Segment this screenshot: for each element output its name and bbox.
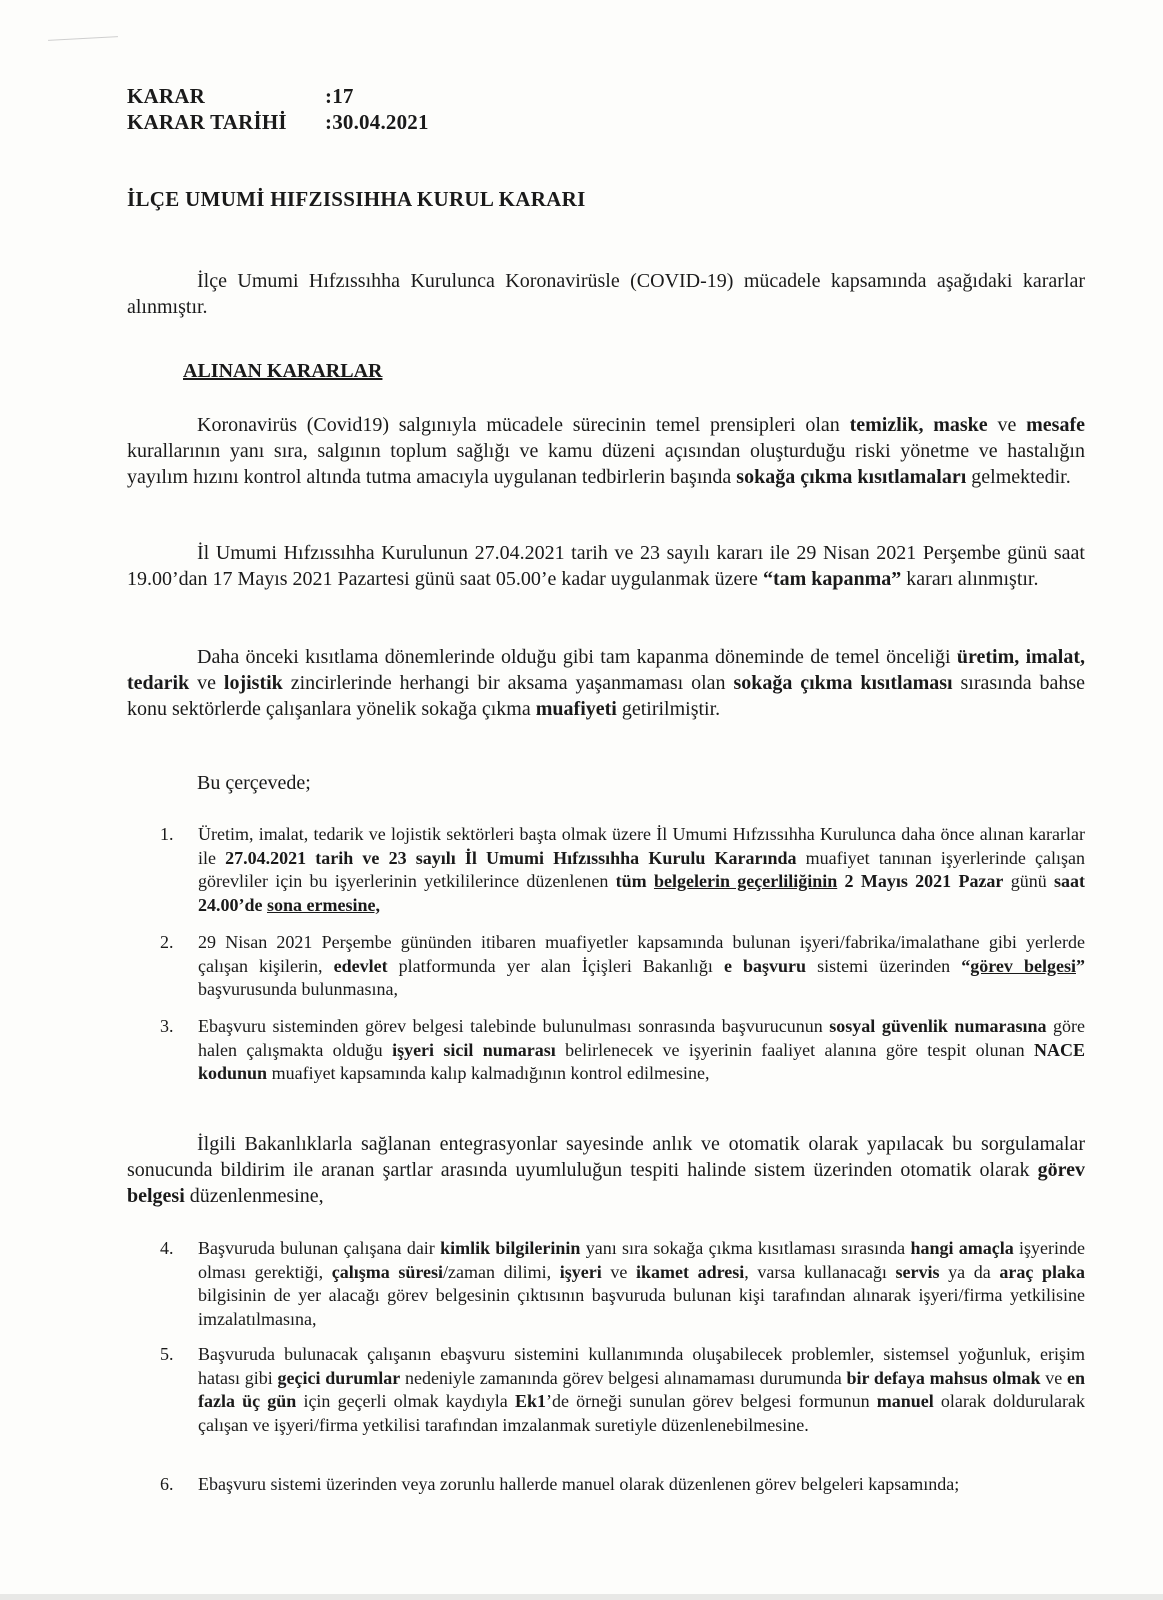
bold-run: e başvuru: [723, 955, 807, 976]
bold-run: Ek1: [514, 1391, 546, 1411]
paragraph-3: [127, 644, 1085, 722]
text-run: kararı alınmıştır.: [901, 568, 1039, 590]
text-run: başvurusunda bulunmasına,: [198, 979, 398, 999]
text-run: zincirlerinde herhangi bir aksama yaşanmaması olan: [282, 672, 734, 694]
list-number: 6.: [160, 1474, 174, 1494]
bold-run: 2 Mayıs 2021 Pazar: [837, 871, 1004, 891]
list-number: 5.: [160, 1344, 174, 1364]
text-run: nedeniyle zamanında görev belgesi alınamaması durumunda: [400, 1367, 847, 1388]
list-number: 1.: [160, 824, 174, 844]
intro-paragraph: İlçe Umumi Hıfzıssıhha Kurulunca Koronavirüsle (COVID-19) mücadele kapsamında aşağıdaki kararlar alınmıştır.: [127, 270, 1085, 318]
decision-number-label: KARAR: [127, 84, 205, 108]
bold-run: edevlet: [333, 955, 388, 976]
bold-run: NACE kodunun: [198, 1039, 1085, 1083]
text-run: /zaman dilimi,: [443, 1261, 560, 1282]
text-run: için geçerli olmak kaydıyla: [296, 1391, 515, 1411]
bold-run: ikamet adresi: [635, 1261, 745, 1282]
text-run: platformunda yer alan İçişleri Bakanlığı: [387, 955, 724, 976]
paragraph-1: [127, 412, 1085, 490]
text-run: düzenlenmesine,: [184, 1185, 324, 1207]
list-text: Ebaşvuru sistemi üzerinden veya zorunlu hallerde manuel olarak düzenlenen görev belgeleri kapsamında;: [198, 1474, 960, 1494]
text-run: muafiyet tanınan işyerlerinde çalışan görevliler için bu işyerlerinin yetkililerince düzenlenen: [198, 847, 1085, 891]
text-run: muafiyet kapsamında kalıp kalmadığının kontrol edilmesine,: [267, 1063, 710, 1083]
text-run: ve: [1040, 1367, 1067, 1388]
text-run: Üretim, imalat, tedarik ve lojistik sektörleri başta olmak üzere İl Umumi Hıfzıssıhha Kurulunca daha önce alınan kararlar ile: [198, 824, 1085, 868]
bold-run: sosyal güvenlik numarasına: [829, 1016, 1047, 1036]
bold-run: 27.04.2021 tarih ve 23 sayılı İl Umumi Hıfzıssıhha Kurulu Kararında: [225, 847, 797, 868]
bold-run: kimlik bilgilerinin: [440, 1238, 581, 1258]
decision-date-label: KARAR TARİHİ: [127, 110, 287, 134]
text-run: bilgisinin de yer alacağı görev belgesinin çıktısının başvuruda bulunan kişi tarafından alınarak işyeri/firma yetkilisine imzalatılmasına,: [198, 1285, 1085, 1329]
bold-run: tüm: [615, 871, 654, 891]
decision-date-value: :30.04.2021: [325, 110, 429, 134]
text-run: İl Umumi Hıfzıssıhha Kurulunun 27.04.2021 tarih ve 23 sayılı kararı ile 29 Nisan 2021 Perşembe günü saat 19.00’dan 17 Mayıs 2021 Pazartesi günü saat 05.00’e kadar uygulanmak üzere: [127, 542, 1085, 590]
bold-run: hangi amaçla: [910, 1238, 1014, 1258]
bold-run: geçici durumlar: [277, 1367, 401, 1388]
decision-number-value: :17: [325, 84, 354, 108]
text-run: ya da: [939, 1261, 1000, 1282]
list-item-3: [160, 1015, 1085, 1086]
list-item-5: [160, 1343, 1085, 1437]
bold-run: işyeri: [559, 1261, 602, 1282]
list-number: 2.: [160, 932, 174, 952]
bold-run: araç plaka: [999, 1261, 1086, 1282]
decision-number-line: [127, 84, 354, 109]
underlined-run: sona ermesine,: [267, 894, 380, 915]
list-item-6: [160, 1473, 1085, 1497]
text-run: ve: [601, 1261, 636, 1282]
list-text: [198, 823, 1085, 917]
text-run: 29 Nisan 2021 Perşembe gününden itibaren muafiyetler kapsamında bulunan işyeri/fabrika/imalathane gibi yerlerde çalışan kişilerin,: [198, 932, 1085, 976]
bold-run: üretim, imalat, tedarik: [127, 646, 1086, 694]
bold-run: görev belgesi: [127, 1159, 1085, 1207]
text-run: yanı sıra sokağa çıkma kısıtlaması sırasında: [580, 1238, 911, 1258]
list-item-4: [160, 1237, 1085, 1331]
bold-run: bir defaya mahsus olmak: [846, 1367, 1041, 1388]
paragraph-4: [127, 1131, 1085, 1209]
bold-run: saat 24.00’de: [198, 871, 1086, 915]
text-run: İlgili Bakanlıklarla sağlanan entegrasyonlar sayesinde anlık ve otomatik olarak yapılacak bu sorgulamalar sonucunda bildirim ile aranan şartlar arasında uyumluluğun tespiti halinde sistem üzerinden otomatik olarak: [127, 1133, 1085, 1181]
text-run: ’de örneği sunulan görev belgesi formunun: [545, 1391, 877, 1411]
bold-run: işyeri sicil numarası: [392, 1039, 556, 1060]
bold-run: ”: [1076, 955, 1085, 976]
bold-run: çalışma süresi: [331, 1261, 444, 1282]
text-run: ve: [189, 672, 224, 694]
decision-date-line: [127, 110, 429, 135]
text-run: , varsa kullanacağı: [744, 1261, 896, 1282]
text-run: getirilmiştir.: [616, 698, 721, 720]
scan-artifact: [48, 36, 118, 41]
bold-run: lojistik: [223, 672, 283, 694]
text-run: Koronavirüs (Covid19) salgınıyla mücadele sürecinin temel prensipleri olan: [197, 414, 850, 436]
scan-edge: [0, 1594, 1163, 1600]
list-text: [198, 1237, 1085, 1331]
section-heading: ALINAN KARARLAR: [183, 360, 383, 382]
text-run: işyerinde olması gerektiği,: [198, 1238, 1086, 1282]
text-run: ve: [987, 414, 1027, 436]
bold-run: sokağa çıkma kısıtlaması: [733, 672, 953, 694]
text-run: göre halen çalışmakta olduğu: [198, 1016, 1086, 1060]
text-run: sırasında bahse konu sektörlerde çalışanlara yönelik sokağa çıkma: [127, 672, 1086, 720]
text-run: olarak doldurularak çalışan ve işyeri/firma yetkilisi tarafından imzalanmak suretiyle düzenlenebilmesine.: [198, 1391, 1085, 1435]
bold-run: temizlik, maske: [849, 414, 988, 436]
list-text: [198, 931, 1085, 1002]
bold-run: manuel: [876, 1391, 934, 1411]
bold-run: “tam kapanma”: [762, 568, 902, 590]
list-item-1: [160, 823, 1085, 917]
bold-run: sokağa çıkma kısıtlamaları: [736, 466, 967, 488]
list-number: 4.: [160, 1238, 174, 1258]
bold-run: servis: [895, 1261, 940, 1282]
text-run: gelmektedir.: [966, 466, 1071, 488]
underlined-run: belgelerin geçerliliğinin: [653, 871, 838, 891]
bold-run: mesafe: [1026, 414, 1085, 436]
document-title: İLÇE UMUMİ HIFZISSIHHA KURUL KARARI: [127, 187, 586, 211]
text-run: Ebaşvuru sisteminden görev belgesi talebinde bulunulması sonrasında başvurucunun: [198, 1016, 830, 1036]
text-run: sistemi üzerinden: [806, 955, 962, 976]
paragraph-2: [127, 540, 1085, 592]
bold-run: en fazla üç gün: [198, 1367, 1085, 1411]
text-run: Başvuruda bulunan çalışana dair: [198, 1238, 441, 1258]
bold-run: “: [961, 955, 971, 976]
lead-in-text: Bu çerçevede;: [197, 772, 311, 794]
bold-run: muafiyeti: [535, 698, 617, 720]
list-item-2: [160, 931, 1085, 1002]
text-run: kurallarının yanı sıra, salgının toplum sağlığı ve kamu düzeni açısından oluşturduğu riski yönetme ve hastalığın yayılım hızını kontrol altında tutma amacıyla uygulanan tedbirlerin başında: [127, 440, 1085, 488]
underlined-run: görev belgesi: [970, 955, 1076, 976]
list-text: [198, 1343, 1085, 1437]
text-run: belirlenecek ve işyerinin faaliyet alanına göre tespit olunan: [555, 1039, 1034, 1060]
text-run: Başvuruda bulunacak çalışanın ebaşvuru sistemini kullanımında oluşabilecek problemler, sistemsel yoğunluk, erişim hatası gibi: [198, 1344, 1085, 1388]
text-run: Daha önceki kısıtlama dönemlerinde olduğu gibi tam kapanma döneminde de temel önceliği: [197, 646, 957, 668]
text-run: günü: [1003, 871, 1055, 891]
list-number: 3.: [160, 1016, 174, 1036]
list-text: [198, 1015, 1085, 1086]
